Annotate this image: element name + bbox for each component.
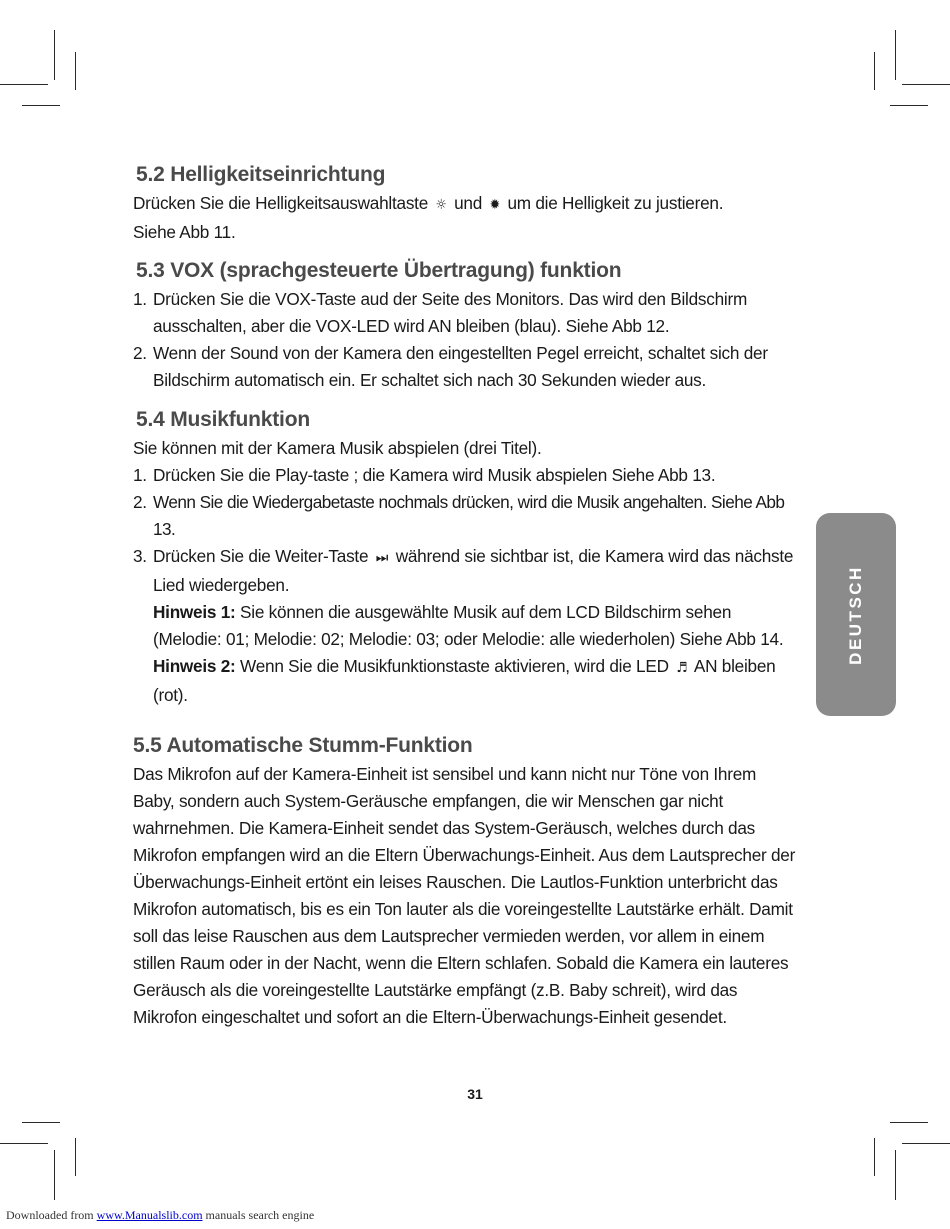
list-text: Drücken Sie die Play-taste ; die Kamera wird Musik abspielen Siehe Abb 13. <box>153 465 716 485</box>
section-heading-brightness: 5.2 Helligkeitseinrichtung <box>136 163 386 186</box>
footer-link[interactable]: www.Manualslib.com <box>96 1208 203 1222</box>
crop-mark <box>0 1143 48 1144</box>
crop-mark <box>54 30 55 80</box>
brightness-reference: Siehe Abb 11. <box>133 222 236 242</box>
crop-mark <box>75 52 76 90</box>
list-number: 3. <box>133 546 147 566</box>
list-text: Drücken Sie die VOX-Taste aud der Seite des Monitors. Das wird den Bildschirm ausschalten, aber die VOX-LED wird AN bleiben (blau). Siehe Abb 12. <box>153 289 748 336</box>
crop-mark <box>902 84 950 85</box>
crop-mark <box>54 1150 55 1200</box>
brightness-text <box>133 190 801 219</box>
section-heading-auto-mute: 5.5 Automatische Stumm-Funktion <box>133 734 473 757</box>
note-1 <box>133 599 801 653</box>
crop-mark <box>895 1150 896 1200</box>
skip-next-icon: ⏭ <box>375 550 389 566</box>
list-item <box>133 489 801 543</box>
music-intro: Sie können mit der Kamera Musik abspielen (drei Titel). <box>133 438 542 458</box>
note-label: Hinweis 1: <box>153 602 236 622</box>
list-item <box>133 543 801 599</box>
footer-suffix: manuals search engine <box>205 1208 315 1222</box>
crop-mark <box>890 105 928 106</box>
brightness-dim-icon: ☼ <box>435 197 447 213</box>
crop-mark <box>22 1122 60 1123</box>
crop-mark <box>0 84 48 85</box>
list-text-b: während sie sichtbar ist, die Kamera wird das nächste Lied wiedergeben. <box>153 546 794 595</box>
page-number: 31 <box>467 1086 483 1102</box>
note-text-a: Wenn Sie die Musikfunktionstaste aktivieren, wird die LED <box>240 656 669 676</box>
list-number: 2. <box>133 343 147 363</box>
list-item <box>133 340 801 394</box>
footer-prefix: Downloaded from <box>6 1208 94 1222</box>
note-text: Sie können die ausgewählte Musik auf dem LCD Bildschirm sehen (Melodie: 01; Melodie: 02; Melodie: 03; oder Melodie: alle wiederholen) Siehe Abb 14. <box>153 602 784 649</box>
section-heading-vox: 5.3 VOX (sprachgesteuerte Übertragung) funktion <box>136 259 622 282</box>
brightness-text-b: und <box>454 193 483 213</box>
list-text-a: Drücken Sie die Weiter-Taste <box>153 546 369 566</box>
language-tab-label: DEUTSCH <box>846 564 865 665</box>
list-number: 2. <box>133 492 147 512</box>
crop-mark <box>890 1122 928 1123</box>
crop-mark <box>874 52 875 90</box>
auto-mute-body: Das Mikrofon auf der Kamera-Einheit ist sensibel und kann nicht nur Töne von Ihrem Baby, sondern auch System-Geräusche empfangen, die wir Menschen gar nicht wahrnehmen. Die Kamera-Einheit sendet das System-Geräusch, welches durch das Mikrofon empfangen wird an die Eltern Überwachungs-Einheit. Aus dem Lautsprecher der Überwachungs-Einheit ertönt ein leises Rauschen. Die Lautlos-Funktion unterbricht das Mikrofon automatisch, bis es ein Ton lauter als die voreingestellte Lautstärke erhält. Damit soll das leise Rauschen aus dem Lautsprecher vermieden werden, vor allem in einem stillen Raum oder in der Nacht, wenn die Eltern schlafen. Sobald die Kamera ein lauteres Geräusch als die voreingestellte Lautstärke empfängt (z.B. Baby schreit), wird das Mikrofon eingeschaltet und sofort an die Eltern-Überwachungs-Einheit gesendet. <box>133 764 796 1027</box>
crop-mark <box>895 30 896 80</box>
list-text: Wenn der Sound von der Kamera den eingestellten Pegel erreicht, schaltet sich der Bildschirm automatisch ein. Er schaltet sich nach 30 Sekunden wieder aus. <box>153 343 768 390</box>
crop-mark <box>902 1143 950 1144</box>
list-item <box>133 462 801 489</box>
note-text-b: AN bleiben (rot). <box>153 656 776 705</box>
crop-mark <box>22 105 60 106</box>
section-heading-music: 5.4 Musikfunktion <box>136 408 310 431</box>
crop-mark <box>75 1138 76 1176</box>
list-number: 1. <box>133 289 147 309</box>
list-item <box>133 286 801 340</box>
note-label: Hinweis 2: <box>153 656 236 676</box>
language-side-tab <box>816 513 896 716</box>
music-note-icon: ♬ <box>676 660 688 676</box>
list-text <box>153 543 801 599</box>
crop-mark <box>874 1138 875 1176</box>
manual-content <box>133 160 801 1031</box>
brightness-text-a: Drücken Sie die Helligkeitsauswahltaste <box>133 193 429 213</box>
download-footer <box>6 1208 314 1223</box>
list-number: 1. <box>133 465 147 485</box>
list-text: Wenn Sie die Wiedergabetaste nochmals drücken, wird die Musik angehalten. Siehe Abb 13. <box>153 492 785 539</box>
brightness-bright-icon: ✹ <box>489 197 500 213</box>
note-2 <box>133 653 801 709</box>
brightness-text-c: um die Helligkeit zu justieren. <box>507 193 724 213</box>
